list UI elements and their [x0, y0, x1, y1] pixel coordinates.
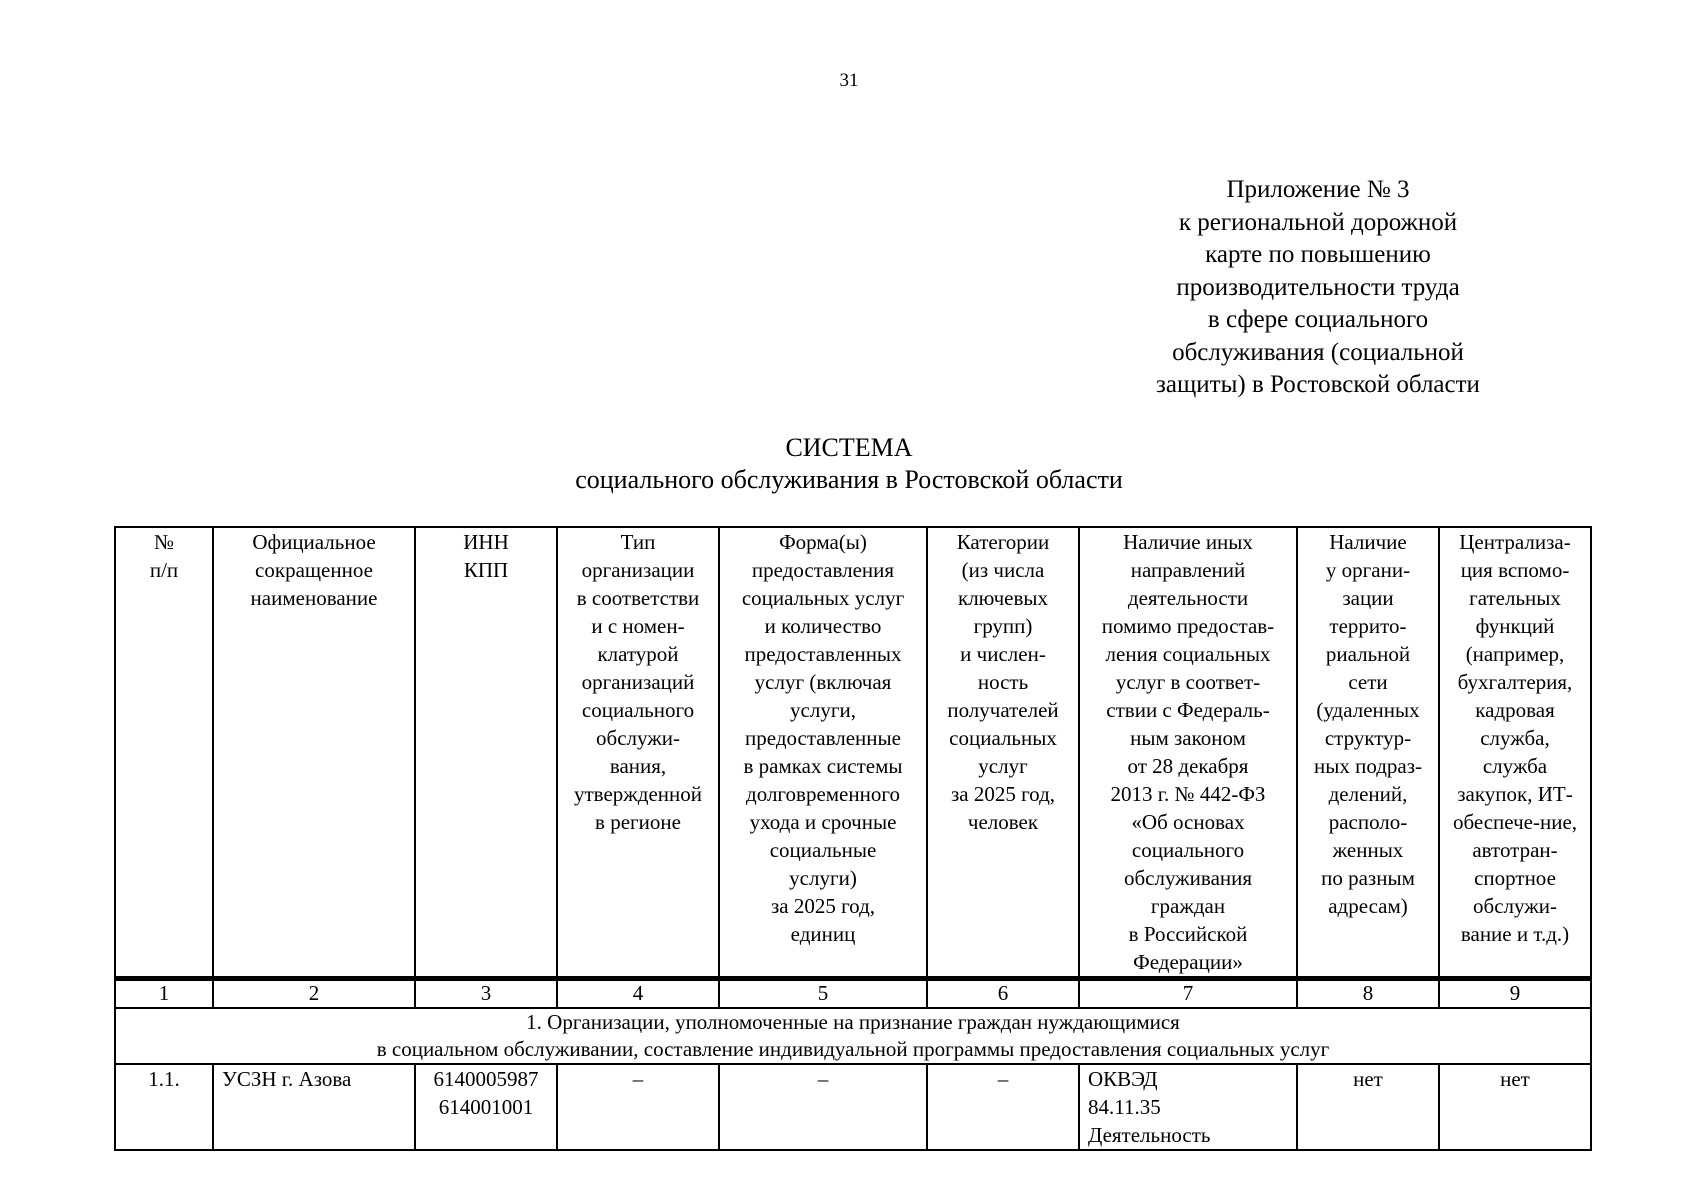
header-line: единиц: [790, 922, 856, 946]
header-line: ключевых: [958, 586, 1048, 610]
column-number: 5: [719, 979, 927, 1009]
header-line: обслужи-: [1473, 894, 1557, 918]
column-number: 3: [415, 979, 557, 1009]
header-line: служба: [1482, 754, 1548, 778]
header-line: Наличие иных: [1123, 530, 1253, 554]
header-line: сети: [1348, 670, 1388, 694]
table-row: [115, 1064, 1591, 1150]
header-line: террито-: [1329, 614, 1407, 638]
header-line: и количество: [764, 614, 882, 638]
header-line: организаций: [581, 670, 695, 694]
header-line: услуги,: [790, 698, 856, 722]
section-title-line: в социальном обслуживании, составление индивидуальной программы предоставления социальных услуг: [376, 1037, 1330, 1061]
header-line: организации: [581, 558, 695, 582]
header-line: за 2025 год,: [770, 894, 876, 918]
header-line: социального: [1131, 838, 1245, 862]
appendix-line: в сфере социального: [1207, 306, 1429, 333]
header-line: служба,: [1480, 726, 1550, 750]
territorial-network: нет: [1297, 1064, 1439, 1150]
row-number: 1.1.: [115, 1064, 213, 1150]
header-line: закупок, ИТ-: [1457, 782, 1573, 806]
header-cell: [1297, 527, 1439, 979]
appendix-line: обслуживания (социальной: [1172, 338, 1464, 366]
header-line: делений,: [1328, 782, 1408, 806]
appendix-line: защиты) в Ростовской области: [1156, 371, 1480, 398]
header-line: социальных услуг: [741, 586, 905, 610]
header-line: утвержденной: [573, 782, 703, 806]
header-line: автотран-: [1472, 838, 1558, 862]
header-line: ных подраз-: [1313, 754, 1423, 778]
social-services-table: [114, 526, 1592, 1151]
header-cell: [213, 527, 415, 979]
header-line: граждан: [1150, 894, 1226, 918]
column-number: 2: [213, 979, 415, 1009]
header-line: Наличие: [1329, 530, 1407, 554]
header-line: наименование: [250, 586, 378, 610]
header-line: услуг: [978, 754, 1028, 778]
header-line: предоставленных: [744, 642, 902, 666]
header-line: долговременного: [746, 782, 900, 806]
centralization: нет: [1439, 1064, 1591, 1150]
appendix-line: к региональной дорожной: [1178, 208, 1458, 236]
other-activities-line: 84.11.35: [1088, 1095, 1161, 1119]
other-activities-line: ОКВЭД: [1088, 1067, 1158, 1091]
header-cell: [115, 527, 213, 979]
header-line: функций: [1475, 614, 1555, 638]
header-cell: [1439, 527, 1591, 979]
header-line: п/п: [149, 558, 179, 582]
header-line: у органи-: [1325, 558, 1411, 582]
header-line: получателей: [947, 698, 1059, 722]
header-line: Категории: [956, 530, 1050, 554]
header-line: помимо предостав-: [1101, 614, 1275, 638]
header-line: социального: [581, 698, 695, 722]
header-line: (например,: [1465, 642, 1565, 666]
appendix-line: Приложение № 3: [1226, 176, 1410, 203]
header-line: располо-: [1328, 810, 1408, 834]
table-header-row: [115, 527, 1591, 979]
header-line: вание и т.д.): [1460, 922, 1570, 946]
header-line: услуги): [789, 866, 857, 890]
header-line: ухода и срочные: [749, 810, 897, 834]
header-line: ным законом: [1130, 726, 1246, 750]
header-line: обеспече-ние,: [1452, 810, 1578, 834]
inn-value: 6140005987: [433, 1067, 539, 1091]
column-number: 9: [1439, 979, 1591, 1009]
header-line: ствии с Федераль-: [1106, 698, 1270, 722]
header-cell: [719, 527, 927, 979]
appendix-line: производительности труда: [1176, 273, 1460, 301]
header-line: социальных: [949, 726, 1057, 750]
header-line: «Об основах: [1131, 810, 1245, 834]
header-line: предоставления: [751, 558, 895, 582]
organization-type: –: [557, 1064, 719, 1150]
header-line: адресам): [1328, 894, 1408, 918]
header-line: ления социальных: [1105, 642, 1271, 666]
header-line: Официальное: [252, 530, 376, 554]
header-line: направлений: [1130, 558, 1246, 582]
other-activities-cell: [1079, 1064, 1297, 1150]
header-line: обслужи-: [596, 726, 680, 750]
header-line: Тип: [620, 530, 656, 554]
header-line: спортное: [1474, 866, 1556, 890]
header-line: обслуживания: [1123, 866, 1253, 890]
header-line: ность: [977, 670, 1029, 694]
title-subtitle: социального обслуживания в Ростовской области: [575, 465, 1123, 494]
column-number: 7: [1079, 979, 1297, 1009]
header-line: (из числа: [961, 558, 1045, 582]
header-cell: [415, 527, 557, 979]
header-line: сокращенное: [255, 558, 373, 582]
service-forms: –: [719, 1064, 927, 1150]
header-line: гательных: [1469, 586, 1561, 610]
recipient-categories: –: [927, 1064, 1079, 1150]
header-line: (удаленных: [1316, 698, 1420, 722]
header-cell: [927, 527, 1079, 979]
appendix-line: карте по повышению: [1205, 241, 1431, 268]
section-title-line: 1. Организации, уполномоченные на признание граждан нуждающимися: [526, 1010, 1180, 1034]
header-cell: [557, 527, 719, 979]
page-number: 31: [839, 70, 859, 91]
header-line: 2013 г. № 442-ФЗ: [1110, 782, 1266, 806]
header-line: и числен-: [960, 642, 1046, 666]
header-line: человек: [967, 810, 1039, 834]
header-line: социальные: [769, 838, 877, 862]
column-numbers-row: [115, 979, 1591, 1009]
other-activities-line: Деятельность: [1088, 1123, 1211, 1147]
header-line: услуг в соответ-: [1115, 670, 1261, 694]
header-line: бухгалтерия,: [1457, 670, 1573, 694]
header-line: клатурой: [597, 642, 679, 666]
header-line: КПП: [463, 558, 509, 582]
header-line: ИНН: [463, 530, 509, 554]
section-title: [115, 1008, 1591, 1064]
header-line: в Российской: [1128, 922, 1248, 946]
section-row: [115, 1008, 1591, 1064]
header-line: структур-: [1324, 726, 1412, 750]
document-title: [0, 432, 1698, 496]
header-line: вания,: [609, 754, 667, 778]
header-line: в соответстви: [576, 586, 700, 610]
header-line: Централиза-: [1459, 530, 1571, 554]
header-line: №: [153, 530, 175, 554]
header-line: по разным: [1321, 866, 1415, 890]
header-line: и с номен-: [591, 614, 685, 638]
header-line: Форма(ы): [779, 530, 867, 554]
column-number: 8: [1297, 979, 1439, 1009]
appendix-note: [1058, 174, 1578, 402]
kpp-value: 614001001: [438, 1095, 534, 1119]
header-line: ция вспомо-: [1460, 558, 1570, 582]
column-number: 1: [115, 979, 213, 1009]
header-line: услуг (включая: [754, 670, 892, 694]
header-line: риальной: [1325, 642, 1411, 666]
header-line: Федерации»: [1133, 950, 1243, 974]
inn-kpp-cell: [415, 1064, 557, 1150]
header-line: кадровая: [1475, 698, 1555, 722]
header-line: групп): [973, 614, 1033, 638]
header-line: женных: [1332, 838, 1404, 862]
column-number: 4: [557, 979, 719, 1009]
header-line: деятельности: [1127, 586, 1249, 610]
title-main: СИСТЕМА: [785, 433, 913, 462]
header-line: в регионе: [595, 810, 681, 834]
header-line: зации: [1342, 586, 1394, 610]
header-line: в рамках системы: [743, 754, 903, 778]
organization-name: УСЗН г. Азова: [213, 1064, 415, 1150]
header-line: за 2025 год,: [950, 782, 1056, 806]
header-line: предоставленные: [745, 726, 901, 750]
column-number: 6: [927, 979, 1079, 1009]
header-line: от 28 декабря: [1127, 754, 1249, 778]
header-cell: [1079, 527, 1297, 979]
